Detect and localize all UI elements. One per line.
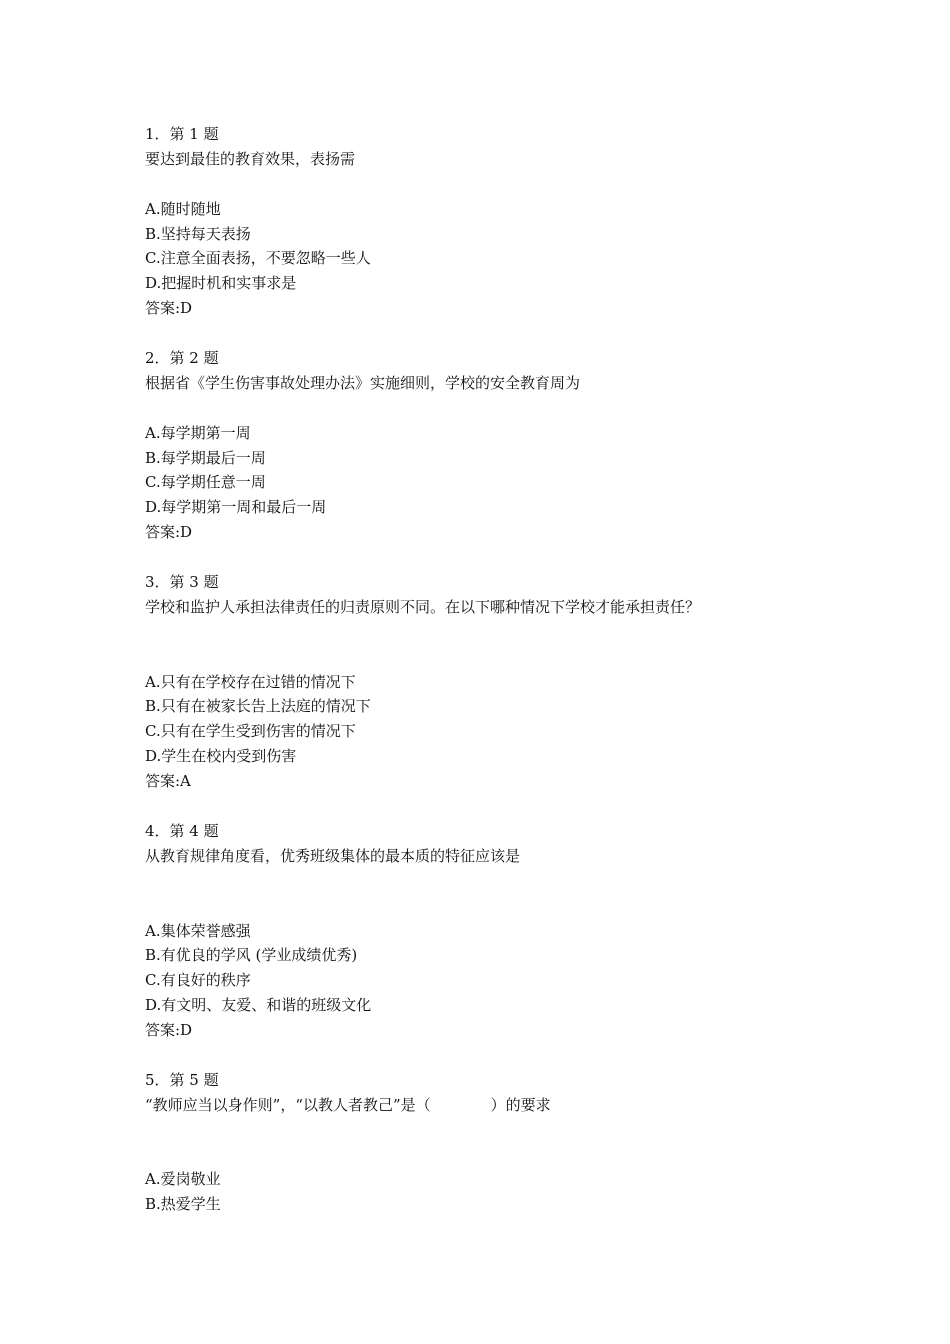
spacer [145,1118,825,1143]
question-4-stem: 从教育规律角度看，优秀班级集体的最本质的特征应该是 [145,846,521,865]
spacer [145,869,825,894]
question-2-answer: 答案:D [145,523,193,542]
question-3-answer: 答案:A [145,772,191,791]
question-1-option-b: B.坚持每天表扬 [145,224,251,243]
question-3-option-d: D.学生在校内受到伤害 [145,747,297,766]
question-2-option-a: A.每学期第一周 [145,423,251,442]
question-3-option-a: A.只有在学校存在过错的情况下 [145,672,356,691]
question-2-stem: 根据省《学生伤害事故处理办法》实施细则，学校的安全教育周为 [145,373,581,392]
spacer [145,1043,825,1068]
question-1-option-c: C.注意全面表扬，不要忽略一些人 [145,249,371,268]
question-3-option-b: B.只有在被家长告上法庭的情况下 [145,697,371,716]
spacer [145,894,825,919]
spacer [145,620,825,645]
spacer [145,545,825,570]
question-4-option-a: A.集体荣誉感强 [145,921,251,940]
spacer [145,1143,825,1168]
question-5-option-b: B.热爱学生 [145,1195,221,1214]
question-2-option-d: D.每学期第一周和最后一周 [145,498,327,517]
spacer [145,794,825,819]
question-1-answer: 答案:D [145,299,193,318]
question-5-heading: 5．第 5 题 [145,1070,219,1089]
question-1-option-a: A.随时随地 [145,199,221,218]
question-1-stem: 要达到最佳的教育效果，表扬需 [145,149,356,168]
spacer [145,645,825,670]
spacer [145,396,825,421]
question-1-option-d: D.把握时机和实事求是 [145,274,297,293]
question-1-heading: 1．第 1 题 [145,125,219,143]
spacer [145,321,825,346]
question-4-option-b: B.有优良的学风 (学业成绩优秀) [145,946,358,965]
question-4-answer: 答案:D [145,1021,193,1040]
question-2-option-b: B.每学期最后一周 [145,448,266,467]
question-4-heading: 4．第 4 题 [145,821,219,840]
question-4-option-c: C.有良好的秩序 [145,971,251,990]
question-5-option-a: A.爱岗敬业 [145,1170,221,1189]
question-3-stem: 学校和监护人承担法律责任的归责原则不同。在以下哪种情况下学校才能承担责任？ [145,597,701,616]
document-page [145,122,825,1217]
question-2-heading: 2．第 2 题 [145,349,219,368]
question-2-option-c: C.每学期任意一周 [145,473,266,492]
question-5-stem: “教师应当以身作则”，“以教人者教己”是（ ）的要求 [145,1095,551,1114]
question-4-option-d: D.有文明、友爱、和谐的班级文化 [145,996,372,1015]
question-3-option-c: C.只有在学生受到伤害的情况下 [145,722,356,741]
spacer [145,172,825,197]
question-3-heading: 3．第 3 题 [145,573,219,592]
